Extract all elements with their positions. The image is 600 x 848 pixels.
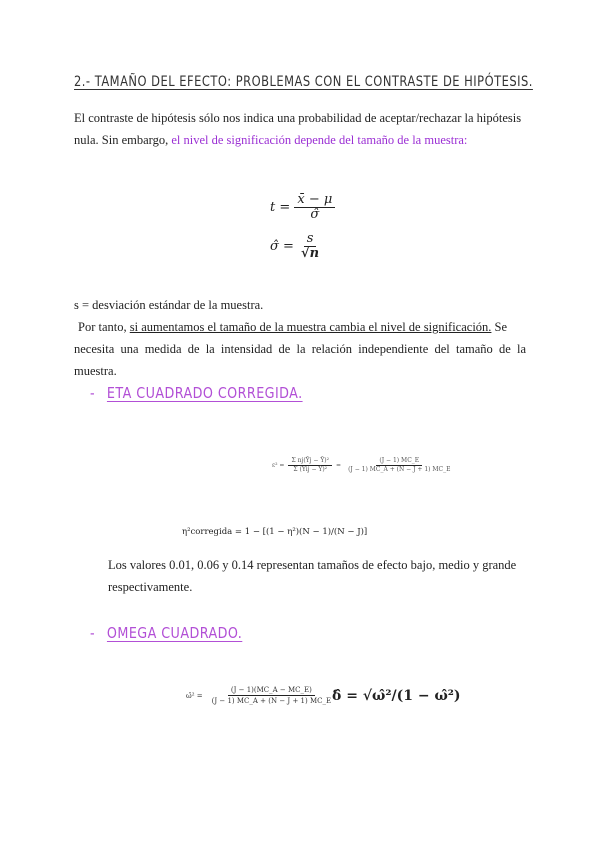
section-omega — [90, 624, 242, 642]
intro-line-1: El contraste de hipótesis sólo nos indica una probabilidad de aceptar/rechazar la hipótesis — [74, 111, 522, 125]
formula-sigma-lhs: σ̂ = — [270, 239, 294, 254]
delta-formula — [332, 688, 461, 704]
omega-numerator: (J − 1)(MC_A − MC_E) — [228, 685, 315, 696]
omega-formula — [186, 685, 334, 706]
values-line-1: Los valores 0.01, 0.06 y 0.14 representan tamaños de efecto bajo, medio y grande — [108, 558, 517, 572]
eta-small-num-2: (J − 1) MC_E — [376, 457, 422, 466]
formula-sigma-fraction — [298, 232, 322, 261]
omega-lhs: ω̂² = — [186, 691, 203, 700]
conclusion-line-2: necesita una medida de la intensidad de la relación independiente del tamaño de la muestra. — [74, 342, 526, 378]
formula-t-lhs: t = — [270, 200, 291, 215]
intro-paragraph — [74, 107, 526, 151]
formula-sigma-denominator: √n — [301, 246, 320, 261]
formula-t-denominator: σ̂ — [310, 207, 320, 222]
conclusion-underlined: si aumentamos el tamaño de la muestra cambia el nivel de significación. — [129, 320, 492, 334]
formula-t — [270, 193, 335, 222]
omega-fraction — [209, 685, 335, 706]
section-eta-title: ETA CUADRADO CORREGIDA. — [106, 384, 303, 402]
delta-rhs: √ω̂²/(1 − ω̂²) — [362, 688, 461, 704]
intro-line-2 — [74, 129, 526, 151]
eta-small-num-1: Σ nj(Ȳj − Ȳ)² — [288, 457, 332, 466]
eta-small-fraction-2 — [345, 457, 453, 474]
values-paragraph — [108, 554, 526, 598]
eta-small-eq: = — [336, 462, 342, 469]
formula-t-numerator: x̄ − μ — [294, 193, 335, 208]
omega-denominator: (J − 1) MC_A + (N − J + 1) MC_E — [211, 697, 332, 705]
formula-t-fraction — [294, 193, 335, 222]
conclusion-lead: Por tanto, — [78, 320, 130, 334]
s-definition: s = desviación estándar de la muestra. — [74, 298, 264, 312]
conclusion-line-1 — [74, 316, 526, 338]
eta-small-den-2: (J − 1) MC_A + (N − J + 1) MC_E — [348, 466, 451, 473]
section-heading: 2.- TAMAÑO DEL EFECTO: PROBLEMAS CON EL CONTRASTE DE HIPÓTESIS. — [74, 74, 533, 90]
intro-highlight: el nivel de significación depende del tamaño de la muestra: — [171, 133, 468, 147]
conclusion-rest: Se — [491, 320, 508, 334]
eta-formula-small — [272, 457, 454, 474]
formula-sigma — [270, 232, 322, 261]
eta-small-fraction-1 — [288, 457, 332, 474]
eta-small-lhs: ε² = — [272, 462, 285, 469]
section-omega-dash: - — [90, 624, 96, 642]
eta-small-den-1: Σ (Yij − Ȳ)² — [293, 466, 328, 473]
section-omega-title: OMEGA CUADRADO. — [106, 624, 243, 642]
values-line-2: respectivamente. — [108, 580, 193, 594]
intro-line-2-text: nula. Sin embargo, — [74, 133, 172, 147]
formula-sigma-numerator: s — [304, 232, 317, 247]
section-eta — [90, 384, 303, 402]
delta-lhs: δ̂ = — [332, 688, 358, 704]
conclusion-paragraph — [74, 316, 526, 382]
eta-corrected-formula: η²corregida = 1 − [(1 − η²)(N − 1)/(N − J)] — [182, 527, 368, 537]
section-eta-dash: - — [90, 384, 96, 402]
